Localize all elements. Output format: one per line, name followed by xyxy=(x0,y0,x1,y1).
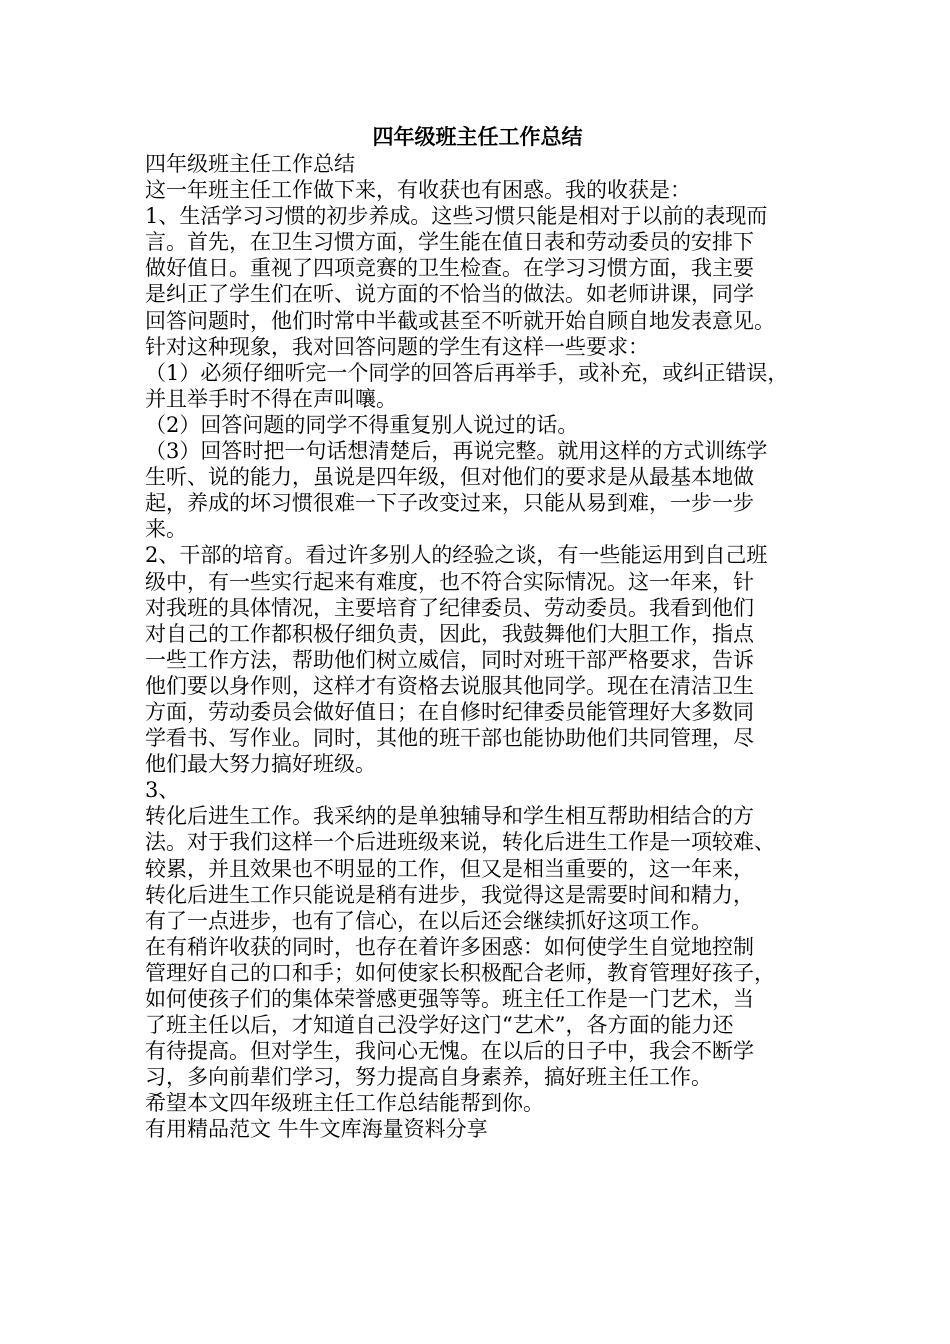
text-line: 希望本文四年级班主任工作总结能帮到你。 xyxy=(145,1091,544,1116)
text-line: 做好值日。重视了四项竞赛的卫生检查。在学习习惯方面，我主要 xyxy=(145,256,754,281)
text-line: 管理好自己的口和手；如何使家长积极配合老师，教育管理好孩子， xyxy=(145,960,775,985)
text-line: 如何使孩子们的集体荣誉感更强等等。班主任工作是一门艺术，当 xyxy=(145,987,754,1011)
text-line: 起，养成的坏习惯很难一下子改变过来，只能从易到难，一步一步 xyxy=(145,491,754,516)
text-line: 级中，有一些实行起来有难度，也不符合实际情况。这一年来，针 xyxy=(145,569,754,594)
text-line: 2、干部的培育。看过许多别人的经验之谈，有一些能运用到自己班 xyxy=(145,543,768,568)
text-line: 较累，并且效果也不明显的工作，但又是相当重要的，这一年来， xyxy=(145,856,754,881)
text-line: 转化后进生工作。我采纳的是单独辅导和学生相互帮助相结合的方 xyxy=(145,804,754,829)
text-line: 有用精品范文 牛牛文库海量资料分享 xyxy=(145,1117,488,1142)
text-line: 来。 xyxy=(145,517,187,542)
text-line: 3、 xyxy=(145,778,180,803)
text-line: （3）回答时把一句话想清楚后，再说完整。就用这样的方式训练学 xyxy=(145,439,768,464)
text-line: 学看书、写作业。同时，其他的班干部也能协助他们共同管理，尽 xyxy=(145,726,754,751)
text-line: 1、生活学习习惯的初步养成。这些习惯只能是相对于以前的表现而 xyxy=(145,204,768,229)
text-line: 这一年班主任工作做下来，有收获也有困惑。我的收获是： xyxy=(145,178,691,203)
text-line: 是纠正了学生们在听、说方面的不恰当的做法。如老师讲课，同学 xyxy=(145,282,754,307)
text-line: 方面，劳动委员会做好值日；在自修时纪律委员能管理好大多数同 xyxy=(145,699,754,724)
text-line: 转化后进生工作只能说是稍有进步，我觉得这是需要时间和精力， xyxy=(145,882,754,907)
text-line: 对我班的具体情况，主要培育了纪律委员、劳动委员。我看到他们 xyxy=(145,595,754,620)
text-line: 他们最大努力搞好班级。 xyxy=(145,752,376,777)
document-body xyxy=(145,151,825,1143)
text-line: （1）必须仔细听完一个同学的回答后再举手，或补充，或纠正错误， xyxy=(145,360,789,385)
text-line: 了班主任以后，才知道自己没学好这门“艺术”，各方面的能力还 xyxy=(145,1013,734,1038)
text-line: 四年级班主任工作总结 xyxy=(145,152,355,176)
document-title: 四年级班主任工作总结 xyxy=(372,125,583,149)
text-line: （2）回答问题的同学不得重复别人说过的话。 xyxy=(145,412,579,437)
text-line: 在有稍许收获的同时，也存在着许多困惑：如何使学生自觉地控制 xyxy=(145,934,754,959)
text-line: 有待提高。但对学生，我问心无愧。在以后的日子中，我会不断学 xyxy=(145,1039,754,1064)
text-line: 习，多向前辈们学习，努力提高自身素养，搞好班主任工作。 xyxy=(145,1065,712,1090)
text-line: 并且举手时不得在声叫嚷。 xyxy=(145,386,397,411)
text-line: 他们要以身作则，这样才有资格去说服其他同学。现在在清洁卫生 xyxy=(145,673,754,698)
text-line: 有了一点进步，也有了信心，在以后还会继续抓好这项工作。 xyxy=(145,908,712,933)
text-line: 法。对于我们这样一个后进班级来说，转化后进生工作是一项较难、 xyxy=(145,830,775,855)
text-line: 一些工作方法，帮助他们树立威信，同时对班干部严格要求，告诉 xyxy=(145,647,754,672)
text-line: 针对这种现象，我对回答问题的学生有这样一些要求： xyxy=(145,334,649,359)
text-line: 生听、说的能力，虽说是四年级，但对他们的要求是从最基本地做 xyxy=(145,465,754,490)
text-line: 言。首先，在卫生习惯方面，学生能在值日表和劳动委员的安排下 xyxy=(145,230,754,255)
text-line: 对自己的工作都积极仔细负责，因此，我鼓舞他们大胆工作，指点 xyxy=(145,621,754,646)
text-line: 回答问题时，他们时常中半截或甚至不听就开始自顾自地发表意见。 xyxy=(145,308,775,333)
